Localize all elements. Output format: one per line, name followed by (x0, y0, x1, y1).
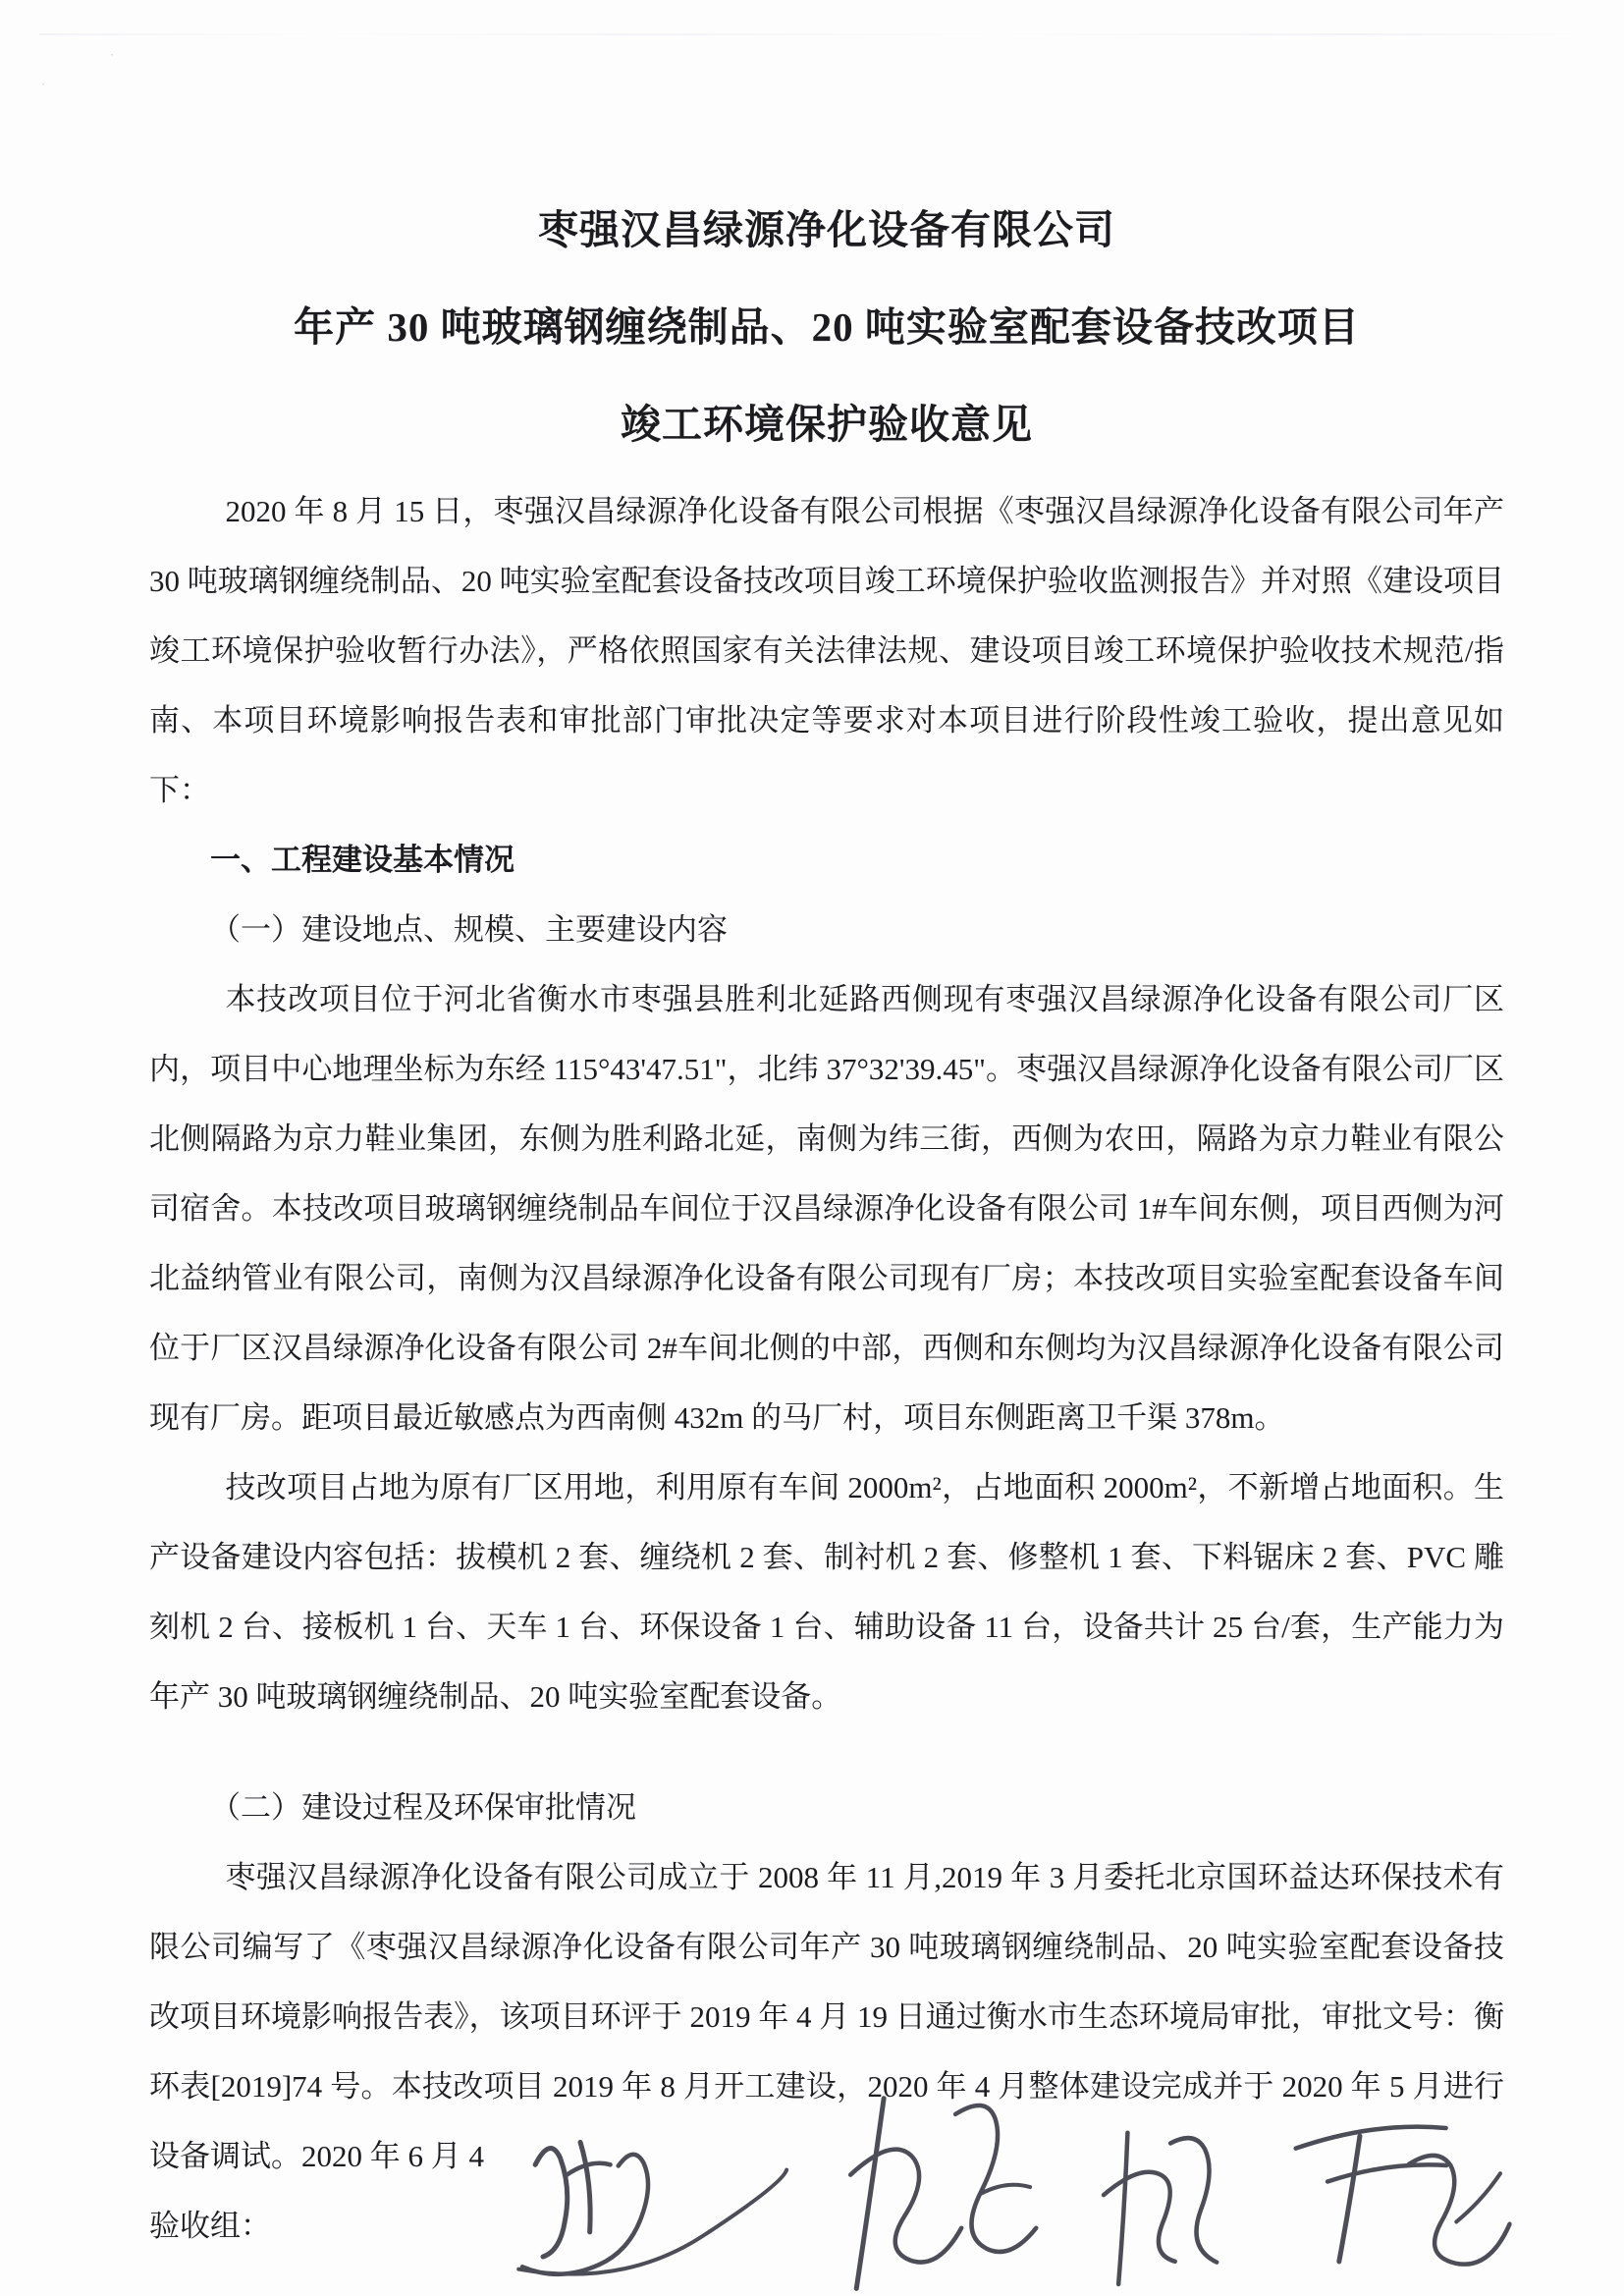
title-line-subject: 竣工环境保护验收意见 (621, 402, 1033, 447)
paragraph-approval-history: 枣强汉昌绿源净化设备有限公司成立于 2008 年 11 月,2019 年 3 月委托北京国环益达环保技术有限公司编写了《枣强汉昌绿源净化设备有限公司年产 30 吨玻璃钢缠绕制品、20 吨实验室配套设备技改项目环境影响报告表》，该项目环评于 2019 年 4 月 19 日通过衡水市生态环境局审批，审批文号：衡环表[2019]74 号。本技改项目 2019 年 8 月开工建设，2020 年 4 月整体建设完成并于 2020 年 5 月进行设备调试。2020 年 6 月 4 (149, 1860, 1504, 2173)
paragraph-intro: 2020 年 8 月 15 日，枣强汉昌绿源净化设备有限公司根据《枣强汉昌绿源净化设备有限公司年产 30 吨玻璃钢缠绕制品、20 吨实验室配套设备技改项目竣工环境保护验收监测报告》并对照《建设项目竣工环境保护验收暂行办法》，严格依照国家有关法律法规、建设项目竣工环境保护验收技术规范/指南、本项目环境影响报告表和审批部门审批决定等要求对本项目进行阶段性竣工验收，提出意见如下： (149, 494, 1504, 807)
title-line-company: 枣强汉昌绿源净化设备有限公司 (538, 207, 1115, 252)
scan-speck: · (41, 77, 46, 91)
paragraph-location-scale: 本技改项目位于河北省衡水市枣强县胜利北延路西侧现有枣强汉昌绿源净化设备有限公司厂区内，项目中心地理坐标为东经 115°43'47.51"，北纬 37°32'39.45"。枣强汉昌绿源净化设备有限公司厂区北侧隔路为京力鞋业集团，东侧为胜利路北延，南侧为纬三街，西侧为农田，隔路为京力鞋业有限公司宿舍。本技改项目玻璃钢缠绕制品车间位于汉昌绿源净化设备有限公司 1#车间东侧，项目西侧为河北益纳管业有限公司，南侧为汉昌绿源净化设备有限公司现有厂房；本技改项目实验室配套设备车间位于厂区汉昌绿源净化设备有限公司 2#车间北侧的中部，西侧和东侧均为汉昌绿源净化设备有限公司现有厂房。距项目最近敏感点为西南侧 432m 的马厂村，项目东侧距离卫千渠 378m。 (149, 982, 1504, 1435)
section-1-1-subheading: （一）建设地点、规模、主要建设内容 (210, 912, 728, 947)
title-line-project: 年产 30 吨玻璃钢缠绕制品、20 吨实验室配套设备技改项目 (294, 304, 1360, 350)
section-1-heading: 一、工程建设基本情况 (210, 843, 514, 877)
paragraph-equipment: 技改项目占地为原有厂区用地，利用原有车间 2000m²，占地面积 2000m²，不新增占地面积。生产设备建设内容包括：拔模机 2 套、缠绕机 2 套、制衬机 2 套、修整机 1 套、下料锯床 2 套、PVC 雕刻机 2 台、接板机 1 台、天车 1 台、环保设备 1 台、辅助设备 11 台，设备共计 25 台/套，生产能力为年产 30 吨玻璃钢缠绕制品、20 吨实验室配套设备。 (149, 1470, 1504, 1714)
scan-edge-artifact (39, 33, 1585, 35)
scan-speck: · (110, 47, 115, 62)
document-title-block (149, 208, 1504, 447)
section-1-2-subheading: （二）建设过程及环保审批情况 (210, 1790, 636, 1825)
acceptance-group-label: 验收组： (149, 2209, 271, 2243)
